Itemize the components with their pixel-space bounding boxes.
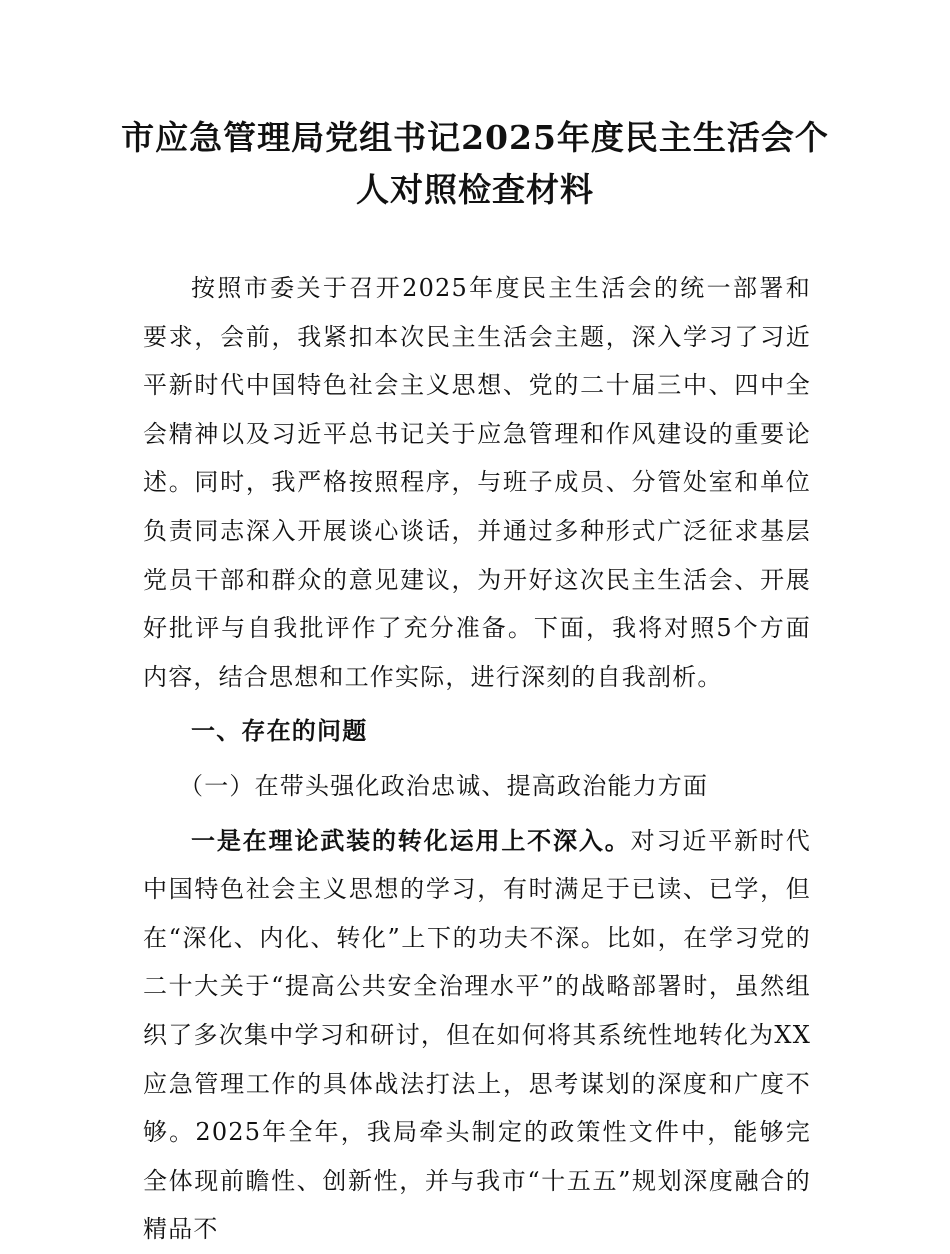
point-paragraph-1 [143,817,811,1254]
document-title [120,112,830,216]
title-line-2: 人对照检查材料 [356,170,594,209]
subsection-heading-political: （一）在带头强化政治忠诚、提高政治能力方面 [179,771,709,800]
section-heading-problems: 一、存在的问题 [191,716,368,746]
document-body [143,264,811,1254]
point-1-lead: 一是在理论武装的转化运用上不深入。 [191,825,631,855]
intro-paragraph: 按照市委关于召开2025年度民主生活会的统一部署和要求，会前，我紧扣本次民主生活会主题，深入学习了习近平新时代中国特色社会主义思想、党的二十届三中、四中全会精神以及习近平总书记关于应急管理和作风建设的重要论述。同时，我严格按照程序，与班子成员、分管处室和单位负责同志深入开展谈心谈话，并通过多种形式广泛征求基层党员干部和群众的意见建议，为开好这次民主生活会、开展好批评与自我批评作了充分准备。下面，我将对照5个方面内容，结合思想和工作实际，进行深刻的自我剖析。 [143,274,811,691]
point-1-body: 对习近平新时代中国特色社会主义思想的学习，有时满足于已读、已学，但在“深化、内化、转化”上下的功夫不深。比如，在学习党的二十大关于“提高公共安全治理水平”的战略部署时，虽然组织了多次集中学习和研讨，但在如何将其系统性地转化为XX应急管理工作的具体战法打法上，思考谋划的深度和广度不够。2025年全年，我局牵头制定的政策性文件中，能够完全体现前瞻性、创新性，并与我市“十五五”规划深度融合的精品不 [143,826,811,1244]
title-line-1: 市应急管理局党组书记2025年度民主生活会个 [121,118,829,157]
